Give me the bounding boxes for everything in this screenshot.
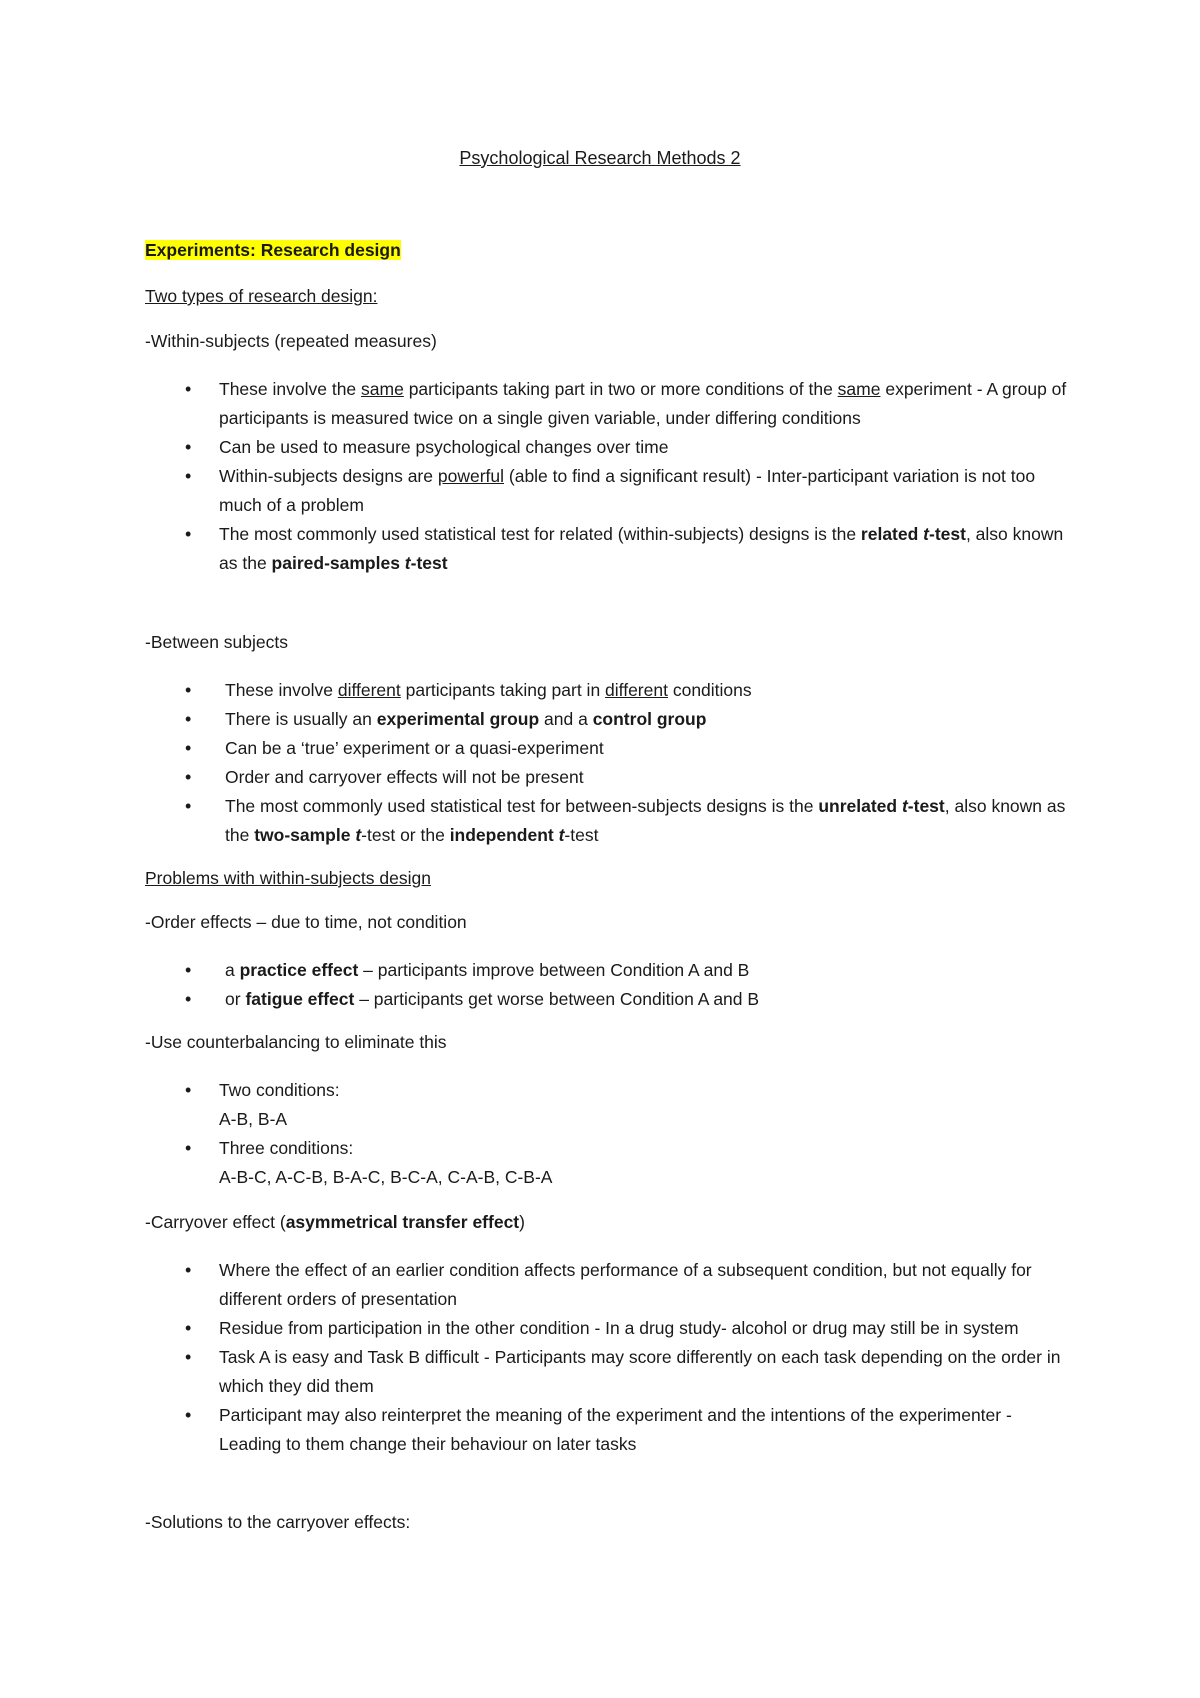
list-item: • Task A is easy and Task B difficult - Participants may score differently on each task depending on the order in which they did them	[145, 1343, 1075, 1401]
within-subjects-list	[145, 375, 1075, 578]
section-heading-experiments: Experiments: Research design	[145, 240, 401, 260]
between-subjects-list	[145, 676, 1075, 850]
counterbalancing-list	[145, 1076, 1075, 1192]
list-item: • Order and carryover effects will not be present	[145, 763, 1075, 792]
list-item: • Two conditions: A-B, B-A	[145, 1076, 1075, 1134]
list-item: • Within-subjects designs are powerful (able to find a significant result) - Inter-participant variation is not too much of a problem	[145, 462, 1075, 520]
counterbalancing-label: -Use counterbalancing to eliminate this	[145, 1032, 447, 1052]
list-item: • The most commonly used statistical test for related (within-subjects) designs is the related t-test, also known as the paired-samples t-test	[145, 520, 1075, 578]
list-item: • or fatigue effect – participants get worse between Condition A and B	[145, 985, 1075, 1014]
problems-heading: Problems with within-subjects design	[145, 868, 431, 888]
order-effects-label: -Order effects – due to time, not condition	[145, 912, 467, 932]
list-item: • Participant may also reinterpret the meaning of the experiment and the intentions of the experimenter - Leading to them change their behaviour on later tasks	[145, 1401, 1075, 1459]
order-effects-list	[145, 956, 1075, 1014]
list-item: • Where the effect of an earlier condition affects performance of a subsequent condition, but not equally for different orders of presentation	[145, 1256, 1075, 1314]
list-item: • Can be used to measure psychological changes over time	[145, 433, 1075, 462]
within-subjects-label: -Within-subjects (repeated measures)	[145, 331, 437, 351]
list-item: • These involve the same participants taking part in two or more conditions of the same experiment - A group of participants is measured twice on a single given variable, under differing conditions	[145, 375, 1075, 433]
carryover-list	[145, 1256, 1075, 1459]
page-title: Psychological Research Methods 2	[459, 148, 741, 168]
list-item: • These involve different participants taking part in different conditions	[145, 676, 1075, 705]
two-types-heading: Two types of research design:	[145, 286, 378, 306]
solutions-label: -Solutions to the carryover effects:	[145, 1512, 411, 1532]
list-item: • Three conditions: A-B-C, A-C-B, B-A-C, B-C-A, C-A-B, C-B-A	[145, 1134, 1075, 1192]
list-item: • Residue from participation in the other condition - In a drug study- alcohol or drug may still be in system	[145, 1314, 1075, 1343]
between-subjects-label: -Between subjects	[145, 632, 288, 652]
carryover-label: -Carryover effect (asymmetrical transfer effect)	[145, 1212, 525, 1232]
list-item: • The most commonly used statistical test for between-subjects designs is the unrelated t-test, also known as the two-sample t-test or the independent t-test	[145, 792, 1075, 850]
list-item: • Can be a ‘true’ experiment or a quasi-experiment	[145, 734, 1075, 763]
list-item: • There is usually an experimental group and a control group	[145, 705, 1075, 734]
list-item: • a practice effect – participants improve between Condition A and B	[145, 956, 1075, 985]
